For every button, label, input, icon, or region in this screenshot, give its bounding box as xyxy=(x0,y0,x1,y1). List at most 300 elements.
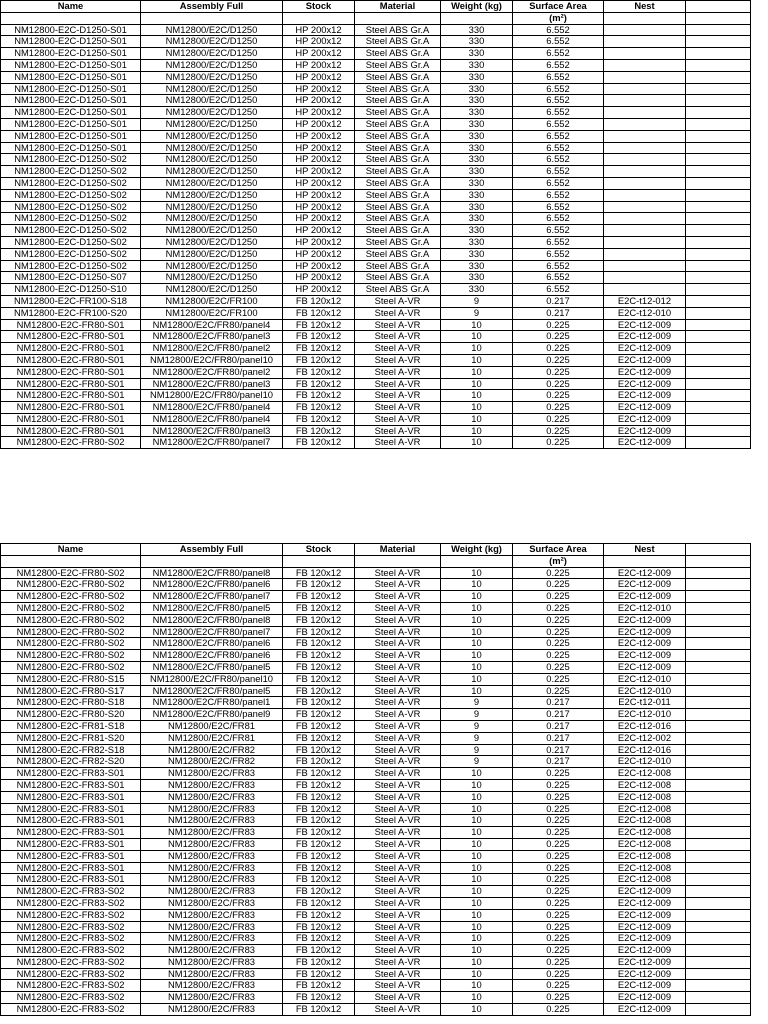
cell-surface-area: 0.225 xyxy=(513,602,604,614)
cell-nest xyxy=(604,36,686,48)
cell-name: NM12800-E2C-FR83-S01 xyxy=(1,827,141,839)
cell-name: NM12800-E2C-FR83-S01 xyxy=(1,779,141,791)
cell-assembly-full: NM12800/E2C/D1250 xyxy=(141,189,283,201)
cell-stock: FB 120x12 xyxy=(283,956,355,968)
cell-weight: 330 xyxy=(441,260,513,272)
cell-weight: 10 xyxy=(441,945,513,957)
table-row xyxy=(1,142,751,154)
cell-stock: FB 120x12 xyxy=(283,366,355,378)
cell-surface-area: 6.552 xyxy=(513,59,604,71)
cell-name: NM12800-E2C-FR80-S02 xyxy=(1,638,141,650)
cell-stock: FB 120x12 xyxy=(283,673,355,685)
cell-name: NM12800-E2C-FR83-S01 xyxy=(1,815,141,827)
header-cell-blank xyxy=(355,555,441,567)
table-row xyxy=(1,968,751,980)
cell-nest: E2C-t12-008 xyxy=(604,874,686,886)
cell-surface-area: 0.225 xyxy=(513,437,604,449)
cell-assembly-full: NM12800/E2C/FR80/panel7 xyxy=(141,626,283,638)
cell-nest xyxy=(604,177,686,189)
cell-stock: HP 200x12 xyxy=(283,154,355,166)
cell-material: Steel A-VR xyxy=(355,909,441,921)
cell-assembly-full: NM12800/E2C/FR80/panel7 xyxy=(141,437,283,449)
cell-surface-area: 0.225 xyxy=(513,567,604,579)
cell-weight: 10 xyxy=(441,933,513,945)
cell-material: Steel ABS Gr.A xyxy=(355,272,441,284)
cell-weight: 330 xyxy=(441,272,513,284)
cell-surface-area: 0.225 xyxy=(513,366,604,378)
cell-nest: E2C-t12-008 xyxy=(604,779,686,791)
cell-stock: FB 120x12 xyxy=(283,886,355,898)
cell-material: Steel A-VR xyxy=(355,956,441,968)
cell-weight: 10 xyxy=(441,437,513,449)
cell-surface-area: 0.225 xyxy=(513,992,604,1004)
cell-name: NM12800-E2C-FR83-S02 xyxy=(1,1004,141,1016)
cell-name: NM12800-E2C-D1250-S02 xyxy=(1,201,141,213)
table-row xyxy=(1,437,751,449)
cell-nest: E2C-t12-009 xyxy=(604,402,686,414)
cell-stock: FB 120x12 xyxy=(283,815,355,827)
cell-assembly-full: NM12800/E2C/FR83 xyxy=(141,992,283,1004)
cell-surface-area: 6.552 xyxy=(513,272,604,284)
cell-assembly-full: NM12800/E2C/D1250 xyxy=(141,130,283,142)
cell-blank xyxy=(686,897,751,909)
header-name: Name xyxy=(1,1,141,13)
cell-assembly-full: NM12800/E2C/FR80/panel2 xyxy=(141,343,283,355)
cell-weight: 330 xyxy=(441,83,513,95)
cell-nest xyxy=(604,272,686,284)
cell-weight: 9 xyxy=(441,709,513,721)
table-row xyxy=(1,779,751,791)
cell-surface-area: 0.225 xyxy=(513,933,604,945)
cell-assembly-full: NM12800/E2C/FR83 xyxy=(141,838,283,850)
cell-stock: HP 200x12 xyxy=(283,95,355,107)
table-row xyxy=(1,413,751,425)
table-row xyxy=(1,213,751,225)
cell-weight: 10 xyxy=(441,909,513,921)
cell-name: NM12800-E2C-D1250-S07 xyxy=(1,272,141,284)
cell-name: NM12800-E2C-FR80-S20 xyxy=(1,709,141,721)
table-row xyxy=(1,248,751,260)
cell-name: NM12800-E2C-FR83-S02 xyxy=(1,909,141,921)
cell-material: Steel ABS Gr.A xyxy=(355,154,441,166)
cell-nest: E2C-t12-008 xyxy=(604,862,686,874)
cell-weight: 330 xyxy=(441,142,513,154)
cell-stock: HP 200x12 xyxy=(283,248,355,260)
cell-name: NM12800-E2C-FR80-S02 xyxy=(1,602,141,614)
cell-surface-area: 0.217 xyxy=(513,295,604,307)
parts-table-2 xyxy=(0,543,751,1016)
table-row xyxy=(1,331,751,343)
cell-nest xyxy=(604,142,686,154)
cell-nest xyxy=(604,24,686,36)
cell-weight: 330 xyxy=(441,95,513,107)
cell-material: Steel ABS Gr.A xyxy=(355,83,441,95)
cell-assembly-full: NM12800/E2C/D1250 xyxy=(141,36,283,48)
cell-material: Steel ABS Gr.A xyxy=(355,177,441,189)
cell-blank xyxy=(686,154,751,166)
cell-stock: FB 120x12 xyxy=(283,838,355,850)
cell-assembly-full: NM12800/E2C/FR80/panel10 xyxy=(141,390,283,402)
cell-weight: 10 xyxy=(441,354,513,366)
cell-stock: HP 200x12 xyxy=(283,225,355,237)
cell-surface-area: 0.225 xyxy=(513,390,604,402)
cell-material: Steel ABS Gr.A xyxy=(355,213,441,225)
cell-surface-area: 0.217 xyxy=(513,307,604,319)
cell-name: NM12800-E2C-FR83-S01 xyxy=(1,768,141,780)
cell-nest: E2C-t12-009 xyxy=(604,378,686,390)
cell-surface-area: 0.225 xyxy=(513,425,604,437)
cell-weight: 10 xyxy=(441,874,513,886)
table-row xyxy=(1,177,751,189)
cell-stock: HP 200x12 xyxy=(283,189,355,201)
cell-material: Steel A-VR xyxy=(355,850,441,862)
cell-material: Steel A-VR xyxy=(355,732,441,744)
cell-surface-area: 0.225 xyxy=(513,838,604,850)
cell-name: NM12800-E2C-FR80-S15 xyxy=(1,673,141,685)
cell-blank xyxy=(686,791,751,803)
header-material: Material xyxy=(355,1,441,13)
cell-assembly-full: NM12800/E2C/D1250 xyxy=(141,48,283,60)
cell-stock: FB 120x12 xyxy=(283,803,355,815)
cell-weight: 10 xyxy=(441,803,513,815)
cell-stock: HP 200x12 xyxy=(283,177,355,189)
cell-name: NM12800-E2C-FR83-S02 xyxy=(1,992,141,1004)
cell-nest: E2C-t12-009 xyxy=(604,366,686,378)
cell-weight: 9 xyxy=(441,697,513,709)
table-row xyxy=(1,591,751,603)
table-row xyxy=(1,130,751,142)
cell-weight: 10 xyxy=(441,980,513,992)
cell-name: NM12800-E2C-FR83-S02 xyxy=(1,897,141,909)
cell-blank xyxy=(686,36,751,48)
cell-weight: 330 xyxy=(441,201,513,213)
cell-material: Steel ABS Gr.A xyxy=(355,95,441,107)
cell-assembly-full: NM12800/E2C/D1250 xyxy=(141,177,283,189)
cell-assembly-full: NM12800/E2C/FR80/panel3 xyxy=(141,331,283,343)
cell-stock: HP 200x12 xyxy=(283,284,355,296)
cell-surface-area: 0.225 xyxy=(513,1004,604,1016)
cell-nest: E2C-t12-009 xyxy=(604,390,686,402)
cell-nest xyxy=(604,130,686,142)
cell-assembly-full: NM12800/E2C/FR80/panel7 xyxy=(141,591,283,603)
cell-assembly-full: NM12800/E2C/FR80/panel5 xyxy=(141,661,283,673)
cell-surface-area: 0.225 xyxy=(513,331,604,343)
table-row xyxy=(1,626,751,638)
cell-weight: 9 xyxy=(441,744,513,756)
cell-assembly-full: NM12800/E2C/FR83 xyxy=(141,980,283,992)
cell-nest: E2C-t12-010 xyxy=(604,756,686,768)
cell-blank xyxy=(686,567,751,579)
cell-surface-area: 0.225 xyxy=(513,638,604,650)
cell-surface-area: 0.225 xyxy=(513,827,604,839)
table-row xyxy=(1,791,751,803)
cell-surface-area: 0.225 xyxy=(513,791,604,803)
cell-assembly-full: NM12800/E2C/D1250 xyxy=(141,236,283,248)
cell-material: Steel A-VR xyxy=(355,614,441,626)
cell-blank xyxy=(686,95,751,107)
cell-stock: FB 120x12 xyxy=(283,626,355,638)
cell-stock: FB 120x12 xyxy=(283,768,355,780)
cell-name: NM12800-E2C-FR82-S18 xyxy=(1,744,141,756)
cell-material: Steel ABS Gr.A xyxy=(355,130,441,142)
table-row xyxy=(1,36,751,48)
cell-nest: E2C-t12-009 xyxy=(604,567,686,579)
cell-nest: E2C-t12-009 xyxy=(604,945,686,957)
cell-assembly-full: NM12800/E2C/FR83 xyxy=(141,815,283,827)
cell-material: Steel A-VR xyxy=(355,874,441,886)
cell-material: Steel A-VR xyxy=(355,413,441,425)
cell-blank xyxy=(686,118,751,130)
cell-name: NM12800-E2C-D1250-S02 xyxy=(1,154,141,166)
cell-nest xyxy=(604,189,686,201)
cell-stock: HP 200x12 xyxy=(283,236,355,248)
header-blank xyxy=(686,1,751,13)
cell-blank xyxy=(686,756,751,768)
cell-stock: FB 120x12 xyxy=(283,933,355,945)
cell-stock: FB 120x12 xyxy=(283,390,355,402)
cell-surface-area: 0.217 xyxy=(513,709,604,721)
cell-assembly-full: NM12800/E2C/FR83 xyxy=(141,874,283,886)
cell-material: Steel A-VR xyxy=(355,756,441,768)
cell-surface-area: 0.225 xyxy=(513,650,604,662)
cell-nest xyxy=(604,83,686,95)
cell-blank xyxy=(686,921,751,933)
cell-nest: E2C-t12-009 xyxy=(604,921,686,933)
cell-nest: E2C-t12-010 xyxy=(604,685,686,697)
cell-weight: 330 xyxy=(441,118,513,130)
cell-surface-area: 0.225 xyxy=(513,685,604,697)
cell-weight: 330 xyxy=(441,166,513,178)
cell-material: Steel A-VR xyxy=(355,650,441,662)
cell-blank xyxy=(686,626,751,638)
table-row xyxy=(1,295,751,307)
cell-weight: 10 xyxy=(441,602,513,614)
cell-surface-area: 6.552 xyxy=(513,142,604,154)
cell-weight: 10 xyxy=(441,968,513,980)
cell-name: NM12800-E2C-D1250-S01 xyxy=(1,71,141,83)
cell-assembly-full: NM12800/E2C/FR80/panel4 xyxy=(141,402,283,414)
cell-stock: FB 120x12 xyxy=(283,614,355,626)
cell-stock: FB 120x12 xyxy=(283,697,355,709)
cell-name: NM12800-E2C-FR80-S02 xyxy=(1,626,141,638)
cell-weight: 10 xyxy=(441,402,513,414)
cell-stock: FB 120x12 xyxy=(283,779,355,791)
cell-stock: FB 120x12 xyxy=(283,413,355,425)
cell-material: Steel A-VR xyxy=(355,307,441,319)
cell-stock: HP 200x12 xyxy=(283,130,355,142)
cell-blank xyxy=(686,815,751,827)
cell-assembly-full: NM12800/E2C/FR80/panel3 xyxy=(141,425,283,437)
cell-weight: 10 xyxy=(441,343,513,355)
cell-weight: 10 xyxy=(441,366,513,378)
cell-weight: 10 xyxy=(441,390,513,402)
cell-name: NM12800-E2C-FR80-S02 xyxy=(1,579,141,591)
cell-blank xyxy=(686,236,751,248)
cell-assembly-full: NM12800/E2C/FR83 xyxy=(141,779,283,791)
cell-surface-area: 0.225 xyxy=(513,980,604,992)
table-row xyxy=(1,154,751,166)
cell-nest: E2C-t12-009 xyxy=(604,638,686,650)
cell-stock: FB 120x12 xyxy=(283,992,355,1004)
cell-weight: 330 xyxy=(441,59,513,71)
cell-name: NM12800-E2C-D1250-S01 xyxy=(1,36,141,48)
cell-blank xyxy=(686,437,751,449)
table-row xyxy=(1,307,751,319)
cell-nest: E2C-t12-009 xyxy=(604,992,686,1004)
cell-name: NM12800-E2C-FR80-S01 xyxy=(1,390,141,402)
cell-nest: E2C-t12-008 xyxy=(604,827,686,839)
cell-stock: FB 120x12 xyxy=(283,331,355,343)
cell-material: Steel A-VR xyxy=(355,921,441,933)
table-row xyxy=(1,909,751,921)
cell-surface-area: 6.552 xyxy=(513,213,604,225)
cell-name: NM12800-E2C-FR80-S01 xyxy=(1,354,141,366)
cell-surface-area: 6.552 xyxy=(513,189,604,201)
table-row xyxy=(1,107,751,119)
cell-weight: 9 xyxy=(441,720,513,732)
cell-material: Steel ABS Gr.A xyxy=(355,236,441,248)
cell-stock: HP 200x12 xyxy=(283,166,355,178)
cell-nest xyxy=(604,59,686,71)
cell-blank xyxy=(686,284,751,296)
header-weight: Weight (kg) xyxy=(441,1,513,13)
cell-stock: FB 120x12 xyxy=(283,685,355,697)
cell-blank xyxy=(686,992,751,1004)
cell-stock: FB 120x12 xyxy=(283,354,355,366)
cell-nest xyxy=(604,118,686,130)
cell-weight: 10 xyxy=(441,815,513,827)
table-row xyxy=(1,272,751,284)
table-row xyxy=(1,390,751,402)
cell-stock: HP 200x12 xyxy=(283,213,355,225)
cell-material: Steel ABS Gr.A xyxy=(355,201,441,213)
cell-assembly-full: NM12800/E2C/FR83 xyxy=(141,850,283,862)
table-row xyxy=(1,48,751,60)
cell-surface-area: 0.217 xyxy=(513,720,604,732)
cell-assembly-full: NM12800/E2C/FR83 xyxy=(141,945,283,957)
cell-blank xyxy=(686,732,751,744)
cell-surface-area: 6.552 xyxy=(513,236,604,248)
cell-stock: HP 200x12 xyxy=(283,24,355,36)
cell-nest xyxy=(604,48,686,60)
cell-blank xyxy=(686,189,751,201)
cell-surface-area: 6.552 xyxy=(513,248,604,260)
cell-assembly-full: NM12800/E2C/FR80/panel6 xyxy=(141,579,283,591)
cell-blank xyxy=(686,862,751,874)
cell-assembly-full: NM12800/E2C/FR81 xyxy=(141,720,283,732)
cell-stock: FB 120x12 xyxy=(283,874,355,886)
cell-nest xyxy=(604,154,686,166)
cell-nest: E2C-t12-009 xyxy=(604,897,686,909)
cell-weight: 10 xyxy=(441,791,513,803)
cell-material: Steel A-VR xyxy=(355,945,441,957)
cell-assembly-full: NM12800/E2C/FR83 xyxy=(141,897,283,909)
cell-name: NM12800-E2C-D1250-S01 xyxy=(1,130,141,142)
cell-name: NM12800-E2C-FR80-S17 xyxy=(1,685,141,697)
cell-stock: FB 120x12 xyxy=(283,591,355,603)
cell-name: NM12800-E2C-FR83-S01 xyxy=(1,791,141,803)
cell-weight: 9 xyxy=(441,732,513,744)
cell-material: Steel ABS Gr.A xyxy=(355,142,441,154)
table-row xyxy=(1,838,751,850)
cell-stock: HP 200x12 xyxy=(283,71,355,83)
cell-stock: FB 120x12 xyxy=(283,909,355,921)
cell-assembly-full: NM12800/E2C/D1250 xyxy=(141,71,283,83)
cell-blank xyxy=(686,71,751,83)
cell-material: Steel A-VR xyxy=(355,661,441,673)
cell-material: Steel A-VR xyxy=(355,709,441,721)
cell-assembly-full: NM12800/E2C/FR80/panel8 xyxy=(141,614,283,626)
cell-nest: E2C-t12-008 xyxy=(604,838,686,850)
cell-blank xyxy=(686,425,751,437)
cell-nest: E2C-t12-011 xyxy=(604,697,686,709)
cell-assembly-full: NM12800/E2C/FR100 xyxy=(141,307,283,319)
cell-assembly-full: NM12800/E2C/FR80/panel5 xyxy=(141,602,283,614)
cell-name: NM12800-E2C-D1250-S01 xyxy=(1,118,141,130)
cell-blank xyxy=(686,945,751,957)
cell-surface-area: 0.225 xyxy=(513,897,604,909)
cell-assembly-full: NM12800/E2C/FR80/panel5 xyxy=(141,685,283,697)
cell-assembly-full: NM12800/E2C/FR80/panel9 xyxy=(141,709,283,721)
table-row xyxy=(1,933,751,945)
cell-assembly-full: NM12800/E2C/FR83 xyxy=(141,921,283,933)
cell-nest: E2C-t12-009 xyxy=(604,1004,686,1016)
cell-blank xyxy=(686,272,751,284)
cell-stock: FB 120x12 xyxy=(283,402,355,414)
cell-material: Steel ABS Gr.A xyxy=(355,248,441,260)
cell-surface-area: 0.225 xyxy=(513,673,604,685)
cell-assembly-full: NM12800/E2C/D1250 xyxy=(141,154,283,166)
cell-material: Steel A-VR xyxy=(355,638,441,650)
cell-surface-area: 0.217 xyxy=(513,744,604,756)
cell-blank xyxy=(686,874,751,886)
cell-blank xyxy=(686,83,751,95)
cell-weight: 10 xyxy=(441,1004,513,1016)
table-row xyxy=(1,732,751,744)
table-row xyxy=(1,24,751,36)
cell-surface-area: 6.552 xyxy=(513,201,604,213)
cell-nest xyxy=(604,225,686,237)
cell-blank xyxy=(686,225,751,237)
cell-material: Steel A-VR xyxy=(355,933,441,945)
cell-surface-area: 6.552 xyxy=(513,48,604,60)
cell-name: NM12800-E2C-FR80-S01 xyxy=(1,402,141,414)
table-row xyxy=(1,95,751,107)
cell-weight: 10 xyxy=(441,768,513,780)
cell-surface-area: 0.225 xyxy=(513,968,604,980)
cell-assembly-full: NM12800/E2C/FR80/panel2 xyxy=(141,366,283,378)
cell-weight: 10 xyxy=(441,862,513,874)
cell-blank xyxy=(686,980,751,992)
cell-material: Steel A-VR xyxy=(355,803,441,815)
cell-name: NM12800-E2C-FR83-S02 xyxy=(1,945,141,957)
table-row xyxy=(1,319,751,331)
cell-material: Steel A-VR xyxy=(355,744,441,756)
cell-name: NM12800-E2C-FR83-S02 xyxy=(1,921,141,933)
cell-surface-area: 6.552 xyxy=(513,166,604,178)
table-body xyxy=(1,24,751,449)
cell-assembly-full: NM12800/E2C/D1250 xyxy=(141,107,283,119)
cell-nest: E2C-t12-009 xyxy=(604,591,686,603)
cell-surface-area: 0.217 xyxy=(513,756,604,768)
header-cell-blank xyxy=(604,555,686,567)
table-row xyxy=(1,945,751,957)
cell-assembly-full: NM12800/E2C/FR83 xyxy=(141,956,283,968)
table-row xyxy=(1,378,751,390)
cell-stock: FB 120x12 xyxy=(283,756,355,768)
cell-blank xyxy=(686,378,751,390)
cell-assembly-full: NM12800/E2C/FR80/panel4 xyxy=(141,413,283,425)
